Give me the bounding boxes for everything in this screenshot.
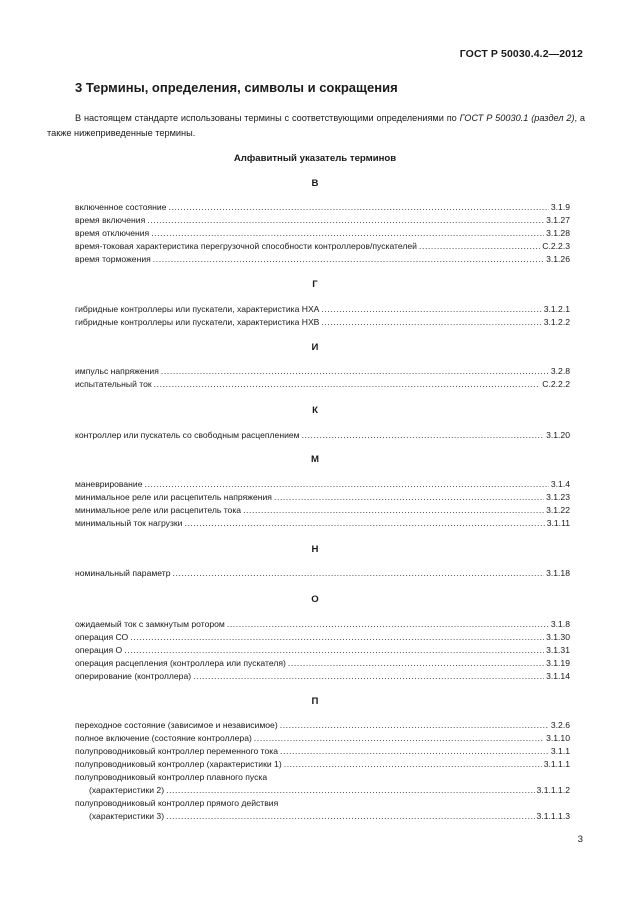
entry-ref: 3.1.4 bbox=[550, 479, 570, 489]
section-title: 3 Термины, определения, символы и сокращения bbox=[75, 80, 398, 95]
entry-term: операция О bbox=[75, 645, 123, 655]
entry-term: операция расцепления (контроллера или пускателя) bbox=[75, 658, 286, 668]
index-entry bbox=[75, 201, 570, 213]
leader-dots bbox=[147, 214, 544, 226]
entry-ref: 3.1.20 bbox=[546, 430, 570, 440]
entry-ref: 3.1.10 bbox=[546, 733, 570, 743]
index-entry bbox=[75, 227, 570, 239]
leader-dots bbox=[227, 618, 549, 630]
entry-ref: 3.1.26 bbox=[546, 254, 570, 264]
entry-term: маневрирование bbox=[75, 479, 143, 489]
leader-dots bbox=[151, 227, 544, 239]
entry-term: полупроводниковый контроллер (характеристики 1) bbox=[75, 759, 282, 769]
entry-term-line1: полупроводниковый контроллер плавного пуска bbox=[75, 772, 268, 782]
entry-term-line1: полупроводниковый контроллер прямого действия bbox=[75, 798, 279, 808]
index-entry bbox=[75, 303, 570, 315]
index-entry bbox=[75, 618, 570, 630]
entry-term: гибридные контроллеры или пускатели, характеристика НХА bbox=[75, 304, 320, 314]
intro-text-b: , а также нижеприведенные термины. bbox=[47, 113, 586, 138]
index-letter-v: В bbox=[311, 178, 319, 189]
leader-dots bbox=[321, 303, 541, 315]
entry-ref: C.2.2.3 bbox=[542, 241, 570, 251]
entry-term: полное включение (состояние контроллера) bbox=[75, 733, 252, 743]
leader-dots bbox=[166, 810, 534, 822]
entry-ref: 3.1.9 bbox=[550, 202, 570, 212]
index-entry bbox=[75, 214, 570, 226]
index-letter-k: К bbox=[312, 405, 318, 416]
leader-dots bbox=[145, 478, 549, 490]
index-entry bbox=[89, 784, 570, 796]
entry-ref: 3.1.30 bbox=[546, 632, 570, 642]
leader-dots bbox=[284, 758, 542, 770]
leader-dots bbox=[321, 316, 541, 328]
leader-dots bbox=[419, 240, 540, 252]
index-entry bbox=[75, 517, 570, 529]
entry-ref: 3.1.1.1.2 bbox=[536, 785, 570, 795]
index-entry bbox=[75, 732, 570, 744]
entry-term: импульс напряжения bbox=[75, 366, 159, 376]
entry-term: контроллер или пускатель со свободным расцеплением bbox=[75, 430, 300, 440]
index-letter-p: П bbox=[311, 696, 319, 707]
entry-ref: 3.1.1 bbox=[550, 746, 570, 756]
entry-term: переходное состояние (зависимое и независимое) bbox=[75, 720, 278, 730]
intro-ref-doc: ГОСТ Р 50030.1 bbox=[459, 113, 529, 123]
entry-term: ожидаемый ток с замкнутым ротором bbox=[75, 619, 225, 629]
entry-term: минимальный ток нагрузки bbox=[75, 518, 183, 528]
leader-dots bbox=[161, 365, 549, 377]
entry-ref: 3.1.28 bbox=[546, 228, 570, 238]
entry-ref: 3.1.31 bbox=[546, 645, 570, 655]
entry-term: время включения bbox=[75, 215, 146, 225]
index-entry bbox=[75, 631, 570, 643]
entry-term: время-токовая характеристика перегрузочной способности контроллеров/пускателей bbox=[75, 241, 417, 251]
intro-ref-part: (раздел 2) bbox=[531, 113, 575, 123]
leader-dots bbox=[280, 719, 549, 731]
index-entry bbox=[89, 810, 570, 822]
entry-term: гибридные контроллеры или пускатели, характеристика НХВ bbox=[75, 317, 320, 327]
index-entry bbox=[75, 670, 570, 682]
leader-dots bbox=[280, 745, 549, 757]
entry-term: оперирование (контроллера) bbox=[75, 671, 192, 681]
leader-dots bbox=[288, 657, 544, 669]
index-entry bbox=[75, 644, 570, 656]
entry-ref: C.2.2.2 bbox=[542, 379, 570, 389]
leader-dots bbox=[302, 429, 545, 441]
document-code: ГОСТ Р 50030.4.2—2012 bbox=[459, 48, 583, 60]
leader-dots bbox=[254, 732, 544, 744]
entry-term: (характеристики 2) bbox=[89, 785, 165, 795]
index-letter-i: И bbox=[311, 342, 319, 353]
entry-ref: 3.1.14 bbox=[546, 671, 570, 681]
leader-dots bbox=[124, 644, 544, 656]
index-letter-o: О bbox=[311, 594, 319, 605]
intro-paragraph bbox=[47, 111, 585, 141]
leader-dots bbox=[172, 567, 544, 579]
entry-ref: 3.1.23 bbox=[546, 492, 570, 502]
entry-ref: 3.1.27 bbox=[546, 215, 570, 225]
leader-dots bbox=[154, 378, 541, 390]
index-entry bbox=[75, 657, 570, 669]
index-entry bbox=[75, 567, 570, 579]
index-entry bbox=[75, 745, 570, 757]
entry-ref: 3.1.2.2 bbox=[543, 317, 570, 327]
entry-term: включенное состояние bbox=[75, 202, 167, 212]
intro-text-a: В настоящем стандарте использованы термины с соответствующими определениями по bbox=[75, 113, 460, 123]
index-entry bbox=[75, 253, 570, 265]
entry-ref: 3.1.19 bbox=[546, 658, 570, 668]
entry-term: полупроводниковый контроллер переменного тока bbox=[75, 746, 279, 756]
entry-term: номинальный параметр bbox=[75, 568, 171, 578]
entry-ref: 3.2.8 bbox=[550, 366, 570, 376]
index-letter-g: Г bbox=[312, 279, 318, 290]
leader-dots bbox=[274, 491, 544, 503]
index-entry bbox=[75, 365, 570, 377]
leader-dots bbox=[193, 670, 544, 682]
entry-ref: 3.1.18 bbox=[546, 568, 570, 578]
index-entry bbox=[75, 491, 570, 503]
entry-term: испытательный ток bbox=[75, 379, 152, 389]
leader-dots bbox=[243, 504, 544, 516]
index-entry bbox=[75, 378, 570, 390]
entry-ref: 3.1.22 bbox=[546, 505, 570, 515]
entry-ref: 3.1.2.1 bbox=[543, 304, 570, 314]
entry-term: время отключения bbox=[75, 228, 150, 238]
entry-term: время торможения bbox=[75, 254, 151, 264]
index-entry bbox=[75, 240, 570, 252]
entry-ref: 3.1.1.1 bbox=[543, 759, 570, 769]
entry-ref: 3.1.1.1.3 bbox=[536, 811, 570, 821]
leader-dots bbox=[168, 201, 548, 213]
index-entry bbox=[75, 758, 570, 770]
page-number: 3 bbox=[577, 834, 583, 845]
index-entry bbox=[75, 429, 570, 441]
index-letter-n: Н bbox=[311, 544, 319, 555]
entry-term: минимальное реле или расцепитель тока bbox=[75, 505, 242, 515]
index-entry bbox=[75, 316, 570, 328]
leader-dots bbox=[130, 631, 544, 643]
entry-term: операция СО bbox=[75, 632, 129, 642]
leader-dots bbox=[166, 784, 534, 796]
leader-dots bbox=[153, 253, 544, 265]
entry-ref: 3.1.11 bbox=[546, 518, 570, 528]
entry-ref: 3.1.8 bbox=[550, 619, 570, 629]
index-entry bbox=[75, 504, 570, 516]
entry-term: (характеристики 3) bbox=[89, 811, 165, 821]
index-letter-m: М bbox=[311, 454, 319, 465]
index-title: Алфавитный указатель терминов bbox=[233, 153, 397, 164]
index-entry bbox=[75, 719, 570, 731]
entry-ref: 3.2.6 bbox=[550, 720, 570, 730]
index-entry bbox=[75, 478, 570, 490]
leader-dots bbox=[184, 517, 544, 529]
entry-term: минимальное реле или расцепитель напряжения bbox=[75, 492, 272, 502]
